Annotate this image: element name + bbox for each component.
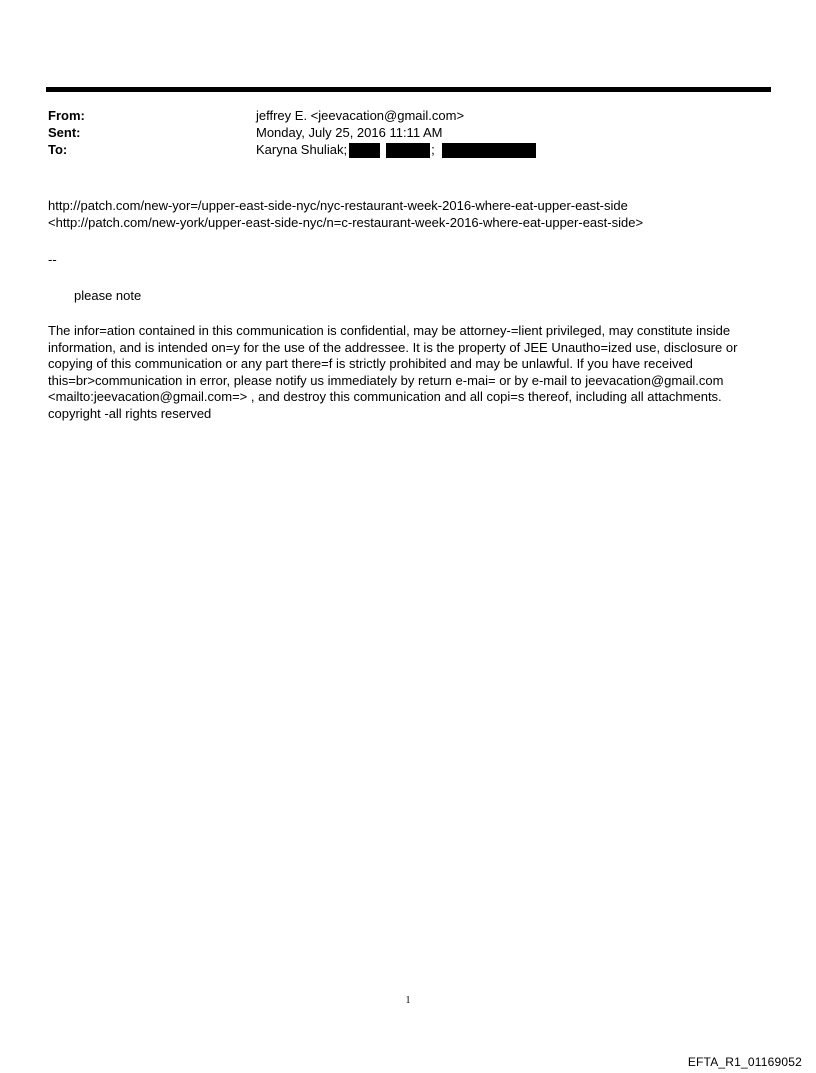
sent-label: Sent:: [48, 125, 81, 140]
sent-row: [48, 125, 442, 141]
from-row: [48, 108, 464, 124]
to-value-group: [256, 142, 536, 158]
confidentiality-disclaimer: The infor=ation contained in this communication is confidential, may be attorney-=lient privileged, may constitute inside information, and is intended on=y for the use of the addressee. It is the property of JEE Unautho=ized use, disclosure or copying of this communication or any part there=f is strictly prohibited and may be unlawful. If you have received this=br>communication in error, please notify us immediately by return e-mai= or by e-mail to jeevacation@gmail.com <mailto:jeevacation@gmail.com=> , and destroy this communication and all copi=s thereof, including all attachments. copyright -all rights reserved: [48, 323, 738, 421]
to-row: [48, 142, 536, 158]
url-block: [48, 198, 778, 231]
to-label: To:: [48, 142, 68, 157]
redaction-block: [442, 143, 536, 158]
header-divider: [46, 87, 771, 92]
redaction-block: [386, 143, 430, 158]
document-id: EFTA_R1_01169052: [687, 1055, 802, 1069]
please-note: please note: [74, 288, 142, 303]
sent-value: Monday, July 25, 2016 11:11 AM: [256, 125, 443, 140]
redaction-block: [349, 143, 380, 158]
page-number: 1: [405, 995, 411, 1006]
url-line-bracketed: <http://patch.com/new-york/upper-east-side-nyc/n=c-restaurant-week-2016-where-eat-upper-east-side>: [48, 214, 644, 230]
to-separator: ;: [431, 142, 435, 157]
from-value: jeffrey E. <jeevacation@gmail.com>: [256, 108, 465, 123]
signature-dash: --: [48, 252, 57, 267]
url-line: http://patch.com/new-yor=/upper-east-side-nyc/nyc-restaurant-week-2016-where-eat-upper-east-side: [48, 198, 628, 213]
to-recipient: Karyna Shuliak;: [256, 142, 348, 157]
from-label: From:: [48, 108, 85, 123]
